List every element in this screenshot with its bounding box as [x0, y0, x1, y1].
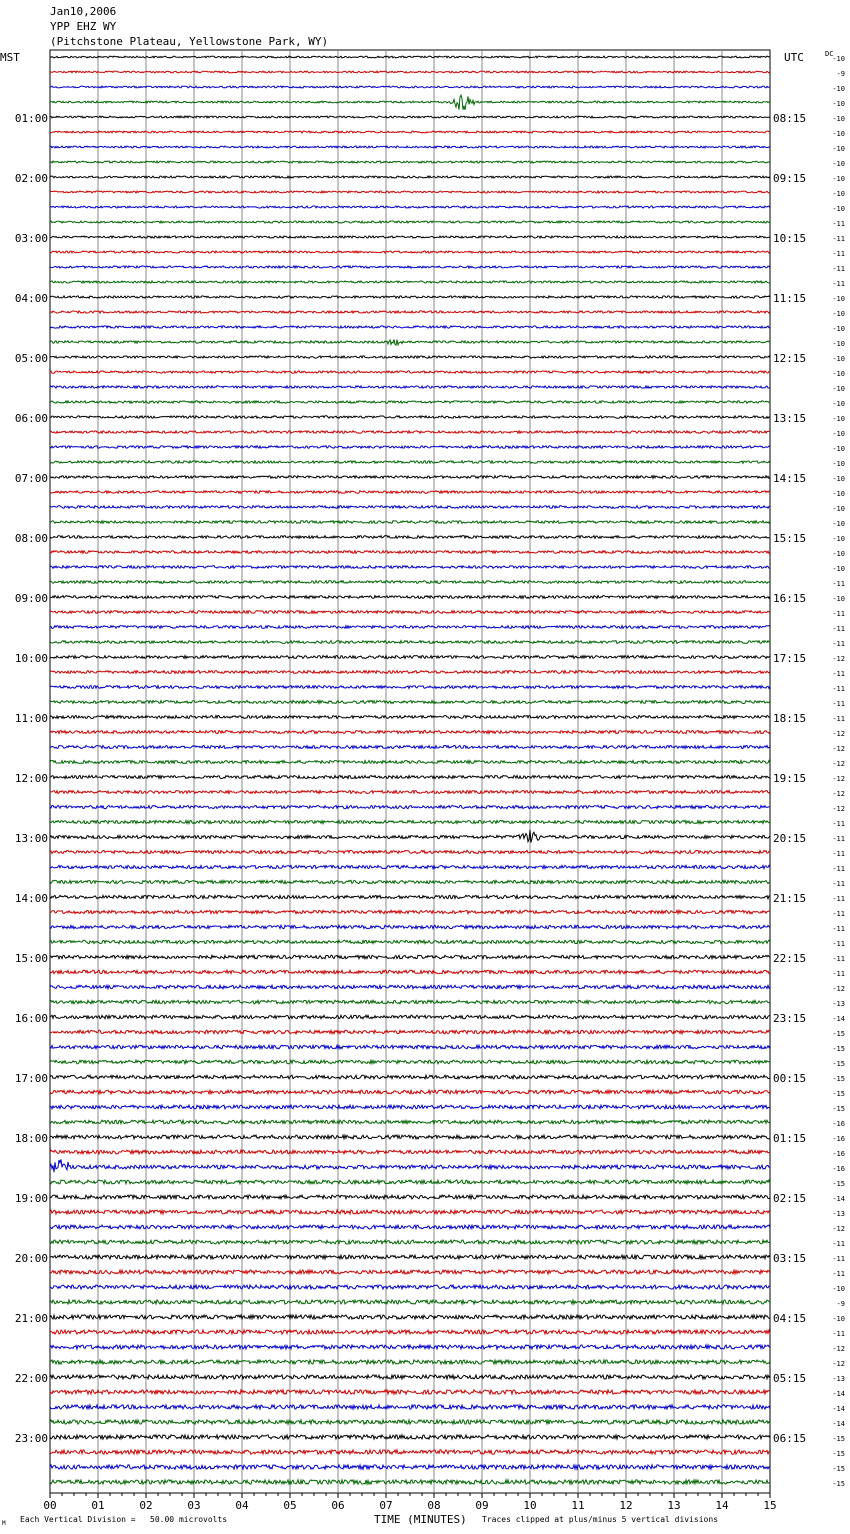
trace-line — [50, 1105, 770, 1109]
trace-line — [50, 1195, 770, 1199]
trace-line — [50, 1180, 770, 1184]
dc-offset-label: -9 — [836, 70, 845, 78]
dc-offset-label: -11 — [832, 895, 845, 903]
dc-offset-label: -11 — [832, 850, 845, 858]
trace-line — [50, 176, 770, 178]
trace-line — [50, 641, 770, 644]
trace-line — [50, 596, 770, 599]
dc-offset-label: -15 — [832, 1060, 845, 1068]
dc-offset-label: -10 — [832, 415, 845, 423]
trace-line — [50, 970, 770, 973]
dc-offset-label: -10 — [832, 205, 845, 213]
trace-line — [50, 581, 770, 584]
dc-offset-label: -15 — [832, 1090, 845, 1098]
left-hour-label: 14:00 — [14, 892, 48, 905]
trace-line — [50, 566, 770, 569]
dc-offset-label: -13 — [832, 1210, 845, 1218]
left-hour-label: 09:00 — [14, 592, 48, 605]
dc-offset-label: -10 — [832, 100, 845, 108]
dc-offset-label: -11 — [832, 820, 845, 828]
trace-line — [50, 416, 770, 418]
trace-line — [50, 521, 770, 524]
x-tick-label: 14 — [715, 1499, 729, 1512]
dc-offset-label: -10 — [832, 355, 845, 363]
dc-offset-label: -13 — [832, 1375, 845, 1383]
left-hour-label: 18:00 — [14, 1132, 48, 1145]
trace-line — [50, 86, 770, 88]
dc-offset-label: -16 — [832, 1150, 845, 1158]
trace-line — [50, 206, 770, 208]
dc-offset-label: -11 — [832, 610, 845, 618]
left-hour-label: 01:00 — [14, 112, 48, 125]
dc-offset-label: -10 — [832, 85, 845, 93]
dc-offset-label: -14 — [832, 1420, 845, 1428]
trace-line — [50, 626, 770, 629]
dc-offset-label: -10 — [832, 175, 845, 183]
x-axis-title: TIME (MINUTES) — [374, 1513, 467, 1526]
dc-label: DC — [825, 50, 834, 58]
dc-offset-label: -11 — [832, 685, 845, 693]
trace-line — [50, 1000, 770, 1004]
left-hour-label: 06:00 — [14, 412, 48, 425]
x-tick-label: 05 — [283, 1499, 297, 1512]
trace-line — [50, 940, 770, 943]
trace-line — [50, 1240, 770, 1244]
left-hour-label: 13:00 — [14, 832, 48, 845]
trace-line — [50, 161, 770, 163]
trace-line — [50, 461, 770, 464]
dc-offset-label: -10 — [832, 505, 845, 513]
dc-offset-label: -10 — [832, 1315, 845, 1323]
trace-line — [50, 1255, 770, 1259]
dc-offset-label: -11 — [832, 1240, 845, 1248]
left-hour-label: 12:00 — [14, 772, 48, 785]
dc-offset-label: -15 — [832, 1045, 845, 1053]
dc-offset-label: -11 — [832, 940, 845, 948]
trace-line — [50, 296, 770, 298]
dc-offset-label: -10 — [832, 190, 845, 198]
dc-offset-label: -14 — [832, 1015, 845, 1023]
right-hour-label: 20:15 — [773, 832, 807, 845]
dc-offset-label: -10 — [832, 145, 845, 153]
trace-line — [50, 221, 770, 223]
dc-offset-label: -10 — [832, 535, 845, 543]
dc-offset-label: -11 — [832, 865, 845, 873]
x-tick-label: 11 — [571, 1499, 585, 1512]
trace-line — [50, 1435, 770, 1439]
dc-offset-label: -10 — [832, 490, 845, 498]
left-hour-label: 05:00 — [14, 352, 48, 365]
dc-offset-label: -10 — [832, 295, 845, 303]
dc-offset-label: -14 — [832, 1405, 845, 1413]
left-hour-label: 11:00 — [14, 712, 48, 725]
dc-offset-label: -15 — [832, 1030, 845, 1038]
right-hour-label: 08:15 — [773, 112, 807, 125]
trace-line — [50, 895, 770, 898]
right-hour-label: 04:15 — [773, 1312, 807, 1325]
trace-line — [50, 446, 770, 448]
left-hour-label: 04:00 — [14, 292, 48, 305]
dc-offset-label: -10 — [832, 445, 845, 453]
plot-date: Jan10,2006 — [50, 5, 117, 18]
dc-offset-label: -11 — [832, 910, 845, 918]
trace-line — [50, 820, 770, 823]
dc-offset-label: -12 — [832, 1225, 845, 1233]
left-hour-label: 10:00 — [14, 652, 48, 665]
trace-line — [50, 71, 770, 73]
dc-offset-label: -10 — [832, 55, 845, 63]
trace-line — [50, 431, 770, 433]
trace-line — [50, 791, 770, 794]
trace-line — [50, 340, 770, 346]
trace-line — [50, 131, 770, 133]
dc-offset-label: -9 — [836, 1300, 845, 1308]
x-tick-label: 04 — [235, 1499, 249, 1512]
trace-line — [50, 830, 770, 843]
trace-line — [50, 56, 770, 58]
x-tick-label: 10 — [523, 1499, 537, 1512]
trace-line — [50, 146, 770, 148]
dc-offset-label: -10 — [832, 370, 845, 378]
trace-line — [50, 401, 770, 403]
trace-line — [50, 865, 770, 868]
dc-offset-label: -11 — [832, 280, 845, 288]
right-hour-label: 14:15 — [773, 472, 807, 485]
dc-offset-label: -12 — [832, 655, 845, 663]
left-hour-label: 03:00 — [14, 232, 48, 245]
axis-labels — [15, 55, 845, 1512]
dc-offset-label: -11 — [832, 625, 845, 633]
left-hour-label: 16:00 — [14, 1012, 48, 1025]
trace-line — [50, 95, 770, 110]
dc-offset-label: -15 — [832, 1075, 845, 1083]
right-hour-label: 23:15 — [773, 1012, 807, 1025]
dc-offset-label: -11 — [832, 880, 845, 888]
dc-offset-label: -10 — [832, 325, 845, 333]
left-hour-label: 07:00 — [14, 472, 48, 485]
dc-offset-label: -11 — [832, 715, 845, 723]
trace-line — [50, 326, 770, 328]
dc-offset-label: -11 — [832, 925, 845, 933]
dc-offset-label: -16 — [832, 1165, 845, 1173]
dc-offset-label: -10 — [832, 430, 845, 438]
left-hour-label: 19:00 — [14, 1192, 48, 1205]
x-tick-label: 08 — [427, 1499, 441, 1512]
dc-offset-label: -12 — [832, 730, 845, 738]
trace-line — [50, 251, 770, 253]
trace-line — [50, 1270, 770, 1274]
right-hour-label: 01:15 — [773, 1132, 807, 1145]
dc-offset-label: -10 — [832, 385, 845, 393]
dc-offset-label: -11 — [832, 1330, 845, 1338]
dc-offset-label: -10 — [832, 1285, 845, 1293]
x-tick-label: 09 — [475, 1499, 489, 1512]
left-hour-label: 17:00 — [14, 1072, 48, 1085]
trace-line — [50, 1160, 770, 1173]
right-hour-label: 19:15 — [773, 772, 807, 785]
dc-offset-label: -12 — [832, 745, 845, 753]
dc-offset-label: -11 — [832, 640, 845, 648]
trace-line — [50, 476, 770, 479]
trace-line — [50, 1405, 770, 1409]
right-hour-label: 16:15 — [773, 592, 807, 605]
trace-line — [50, 1120, 770, 1124]
trace-line — [50, 701, 770, 704]
dc-offset-label: -15 — [832, 1180, 845, 1188]
dc-offset-label: -13 — [832, 1000, 845, 1008]
dc-offset-label: -11 — [832, 580, 845, 588]
dc-offset-label: -10 — [832, 310, 845, 318]
right-hour-label: 13:15 — [773, 412, 807, 425]
dc-offset-label: -11 — [832, 700, 845, 708]
dc-offset-label: -12 — [832, 985, 845, 993]
dc-offset-label: -11 — [832, 220, 845, 228]
dc-offset-label: -15 — [832, 1105, 845, 1113]
trace-line — [50, 1420, 770, 1424]
left-axis-title: MST — [0, 51, 20, 64]
x-tick-label: 01 — [91, 1499, 105, 1512]
dc-offset-label: -16 — [832, 1135, 845, 1143]
trace-line — [50, 1075, 770, 1079]
trace-line — [50, 925, 770, 928]
dc-offset-label: -10 — [832, 340, 845, 348]
dc-offset-label: -11 — [832, 955, 845, 963]
x-tick-label: 15 — [763, 1499, 777, 1512]
dc-offset-label: -14 — [832, 1390, 845, 1398]
right-hour-label: 17:15 — [773, 652, 807, 665]
trace-line — [50, 1450, 770, 1454]
footer-clip-note: Traces clipped at plus/minus 5 vertical divisions — [482, 1515, 719, 1524]
right-hour-label: 15:15 — [773, 532, 807, 545]
right-hour-label: 03:15 — [773, 1252, 807, 1265]
right-hour-label: 06:15 — [773, 1432, 807, 1445]
trace-line — [50, 281, 770, 283]
right-hour-label: 09:15 — [773, 172, 807, 185]
left-hour-label: 20:00 — [14, 1252, 48, 1265]
dc-offset-label: -10 — [832, 115, 845, 123]
trace-line — [50, 266, 770, 268]
trace-line — [50, 1345, 770, 1349]
dc-offset-label: -15 — [832, 1450, 845, 1458]
trace-line — [50, 880, 770, 883]
right-hour-label: 22:15 — [773, 952, 807, 965]
dc-offset-label: -12 — [832, 760, 845, 768]
x-tick-label: 03 — [187, 1499, 201, 1512]
trace-line — [50, 1030, 770, 1034]
right-hour-label: 02:15 — [773, 1192, 807, 1205]
right-hour-label: 11:15 — [773, 292, 807, 305]
trace-line — [50, 1060, 770, 1064]
dc-offset-label: -11 — [832, 235, 845, 243]
trace-line — [50, 805, 770, 808]
trace-line — [50, 191, 770, 193]
dc-offset-label: -11 — [832, 970, 845, 978]
left-hour-label: 02:00 — [14, 172, 48, 185]
dc-offset-label: -15 — [832, 1465, 845, 1473]
footer-mark: M — [2, 1520, 6, 1527]
trace-group — [50, 56, 770, 1484]
right-hour-label: 10:15 — [773, 232, 807, 245]
trace-line — [50, 656, 770, 659]
trace-line — [50, 1375, 770, 1379]
trace-line — [50, 1465, 770, 1469]
trace-line — [50, 910, 770, 913]
footer-scale-note: Each Vertical Division = 50.00 microvolts — [20, 1515, 228, 1524]
trace-line — [50, 1210, 770, 1214]
x-tick-label: 06 — [331, 1499, 345, 1512]
trace-line — [50, 1045, 770, 1049]
trace-line — [50, 686, 770, 689]
trace-line — [50, 311, 770, 313]
dc-offset-label: -15 — [832, 1435, 845, 1443]
trace-line — [50, 716, 770, 719]
dc-offset-label: -11 — [832, 265, 845, 273]
dc-offset-label: -10 — [832, 595, 845, 603]
trace-line — [50, 386, 770, 388]
dc-offset-label: -10 — [832, 550, 845, 558]
dc-offset-label: -12 — [832, 1345, 845, 1353]
dc-offset-label: -15 — [832, 1480, 845, 1488]
dc-offset-label: -12 — [832, 775, 845, 783]
trace-line — [50, 506, 770, 509]
dc-offset-label: -16 — [832, 1120, 845, 1128]
trace-line — [50, 1150, 770, 1154]
trace-line — [50, 491, 770, 494]
trace-line — [50, 761, 770, 764]
dc-offset-label: -10 — [832, 520, 845, 528]
left-hour-label: 15:00 — [14, 952, 48, 965]
x-tick-label: 02 — [139, 1499, 153, 1512]
trace-line — [50, 1480, 770, 1484]
dc-offset-label: -10 — [832, 475, 845, 483]
left-hour-label: 23:00 — [14, 1432, 48, 1445]
dc-offset-label: -10 — [832, 130, 845, 138]
right-hour-label: 21:15 — [773, 892, 807, 905]
dc-offset-label: -11 — [832, 1255, 845, 1263]
trace-line — [50, 776, 770, 779]
right-hour-label: 00:15 — [773, 1072, 807, 1085]
trace-line — [50, 1300, 770, 1304]
right-hour-label: 05:15 — [773, 1372, 807, 1385]
x-tick-label: 07 — [379, 1499, 393, 1512]
left-hour-label: 22:00 — [14, 1372, 48, 1385]
trace-line — [50, 850, 770, 853]
trace-line — [50, 1090, 770, 1094]
right-hour-label: 18:15 — [773, 712, 807, 725]
trace-line — [50, 1330, 770, 1334]
trace-line — [50, 356, 770, 358]
dc-offset-label: -10 — [832, 460, 845, 468]
trace-line — [50, 746, 770, 749]
trace-line — [50, 985, 770, 988]
dc-offset-label: -12 — [832, 790, 845, 798]
dc-offset-label: -12 — [832, 805, 845, 813]
trace-line — [50, 1315, 770, 1319]
trace-line — [50, 1135, 770, 1139]
trace-line — [50, 955, 770, 958]
trace-line — [50, 536, 770, 539]
dc-offset-label: -10 — [832, 400, 845, 408]
dc-offset-label: -14 — [832, 1195, 845, 1203]
right-hour-label: 12:15 — [773, 352, 807, 365]
dc-offset-label: -11 — [832, 250, 845, 258]
dc-offset-label: -11 — [832, 835, 845, 843]
trace-line — [50, 116, 770, 118]
right-axis-title: UTC — [784, 51, 804, 64]
trace-line — [50, 551, 770, 554]
x-tick-label: 00 — [43, 1499, 57, 1512]
x-tick-label: 12 — [619, 1499, 633, 1512]
trace-line — [50, 1015, 770, 1019]
x-tick-label: 13 — [667, 1499, 681, 1512]
left-hour-label: 08:00 — [14, 532, 48, 545]
trace-line — [50, 611, 770, 614]
trace-line — [50, 371, 770, 373]
dc-offset-label: -11 — [832, 1270, 845, 1278]
trace-line — [50, 1360, 770, 1364]
trace-line — [50, 1285, 770, 1289]
trace-line — [50, 236, 770, 238]
left-hour-label: 21:00 — [14, 1312, 48, 1325]
station-name: YPP EHZ WY — [50, 20, 117, 33]
trace-line — [50, 671, 770, 674]
dc-offset-label: -12 — [832, 1360, 845, 1368]
dc-offset-label: -10 — [832, 160, 845, 168]
dc-offset-label: -10 — [832, 565, 845, 573]
station-location: (Pitchstone Plateau, Yellowstone Park, WY) — [50, 35, 329, 48]
trace-line — [50, 731, 770, 734]
dc-offset-label: -11 — [832, 670, 845, 678]
trace-line — [50, 1390, 770, 1394]
trace-line — [50, 1225, 770, 1229]
